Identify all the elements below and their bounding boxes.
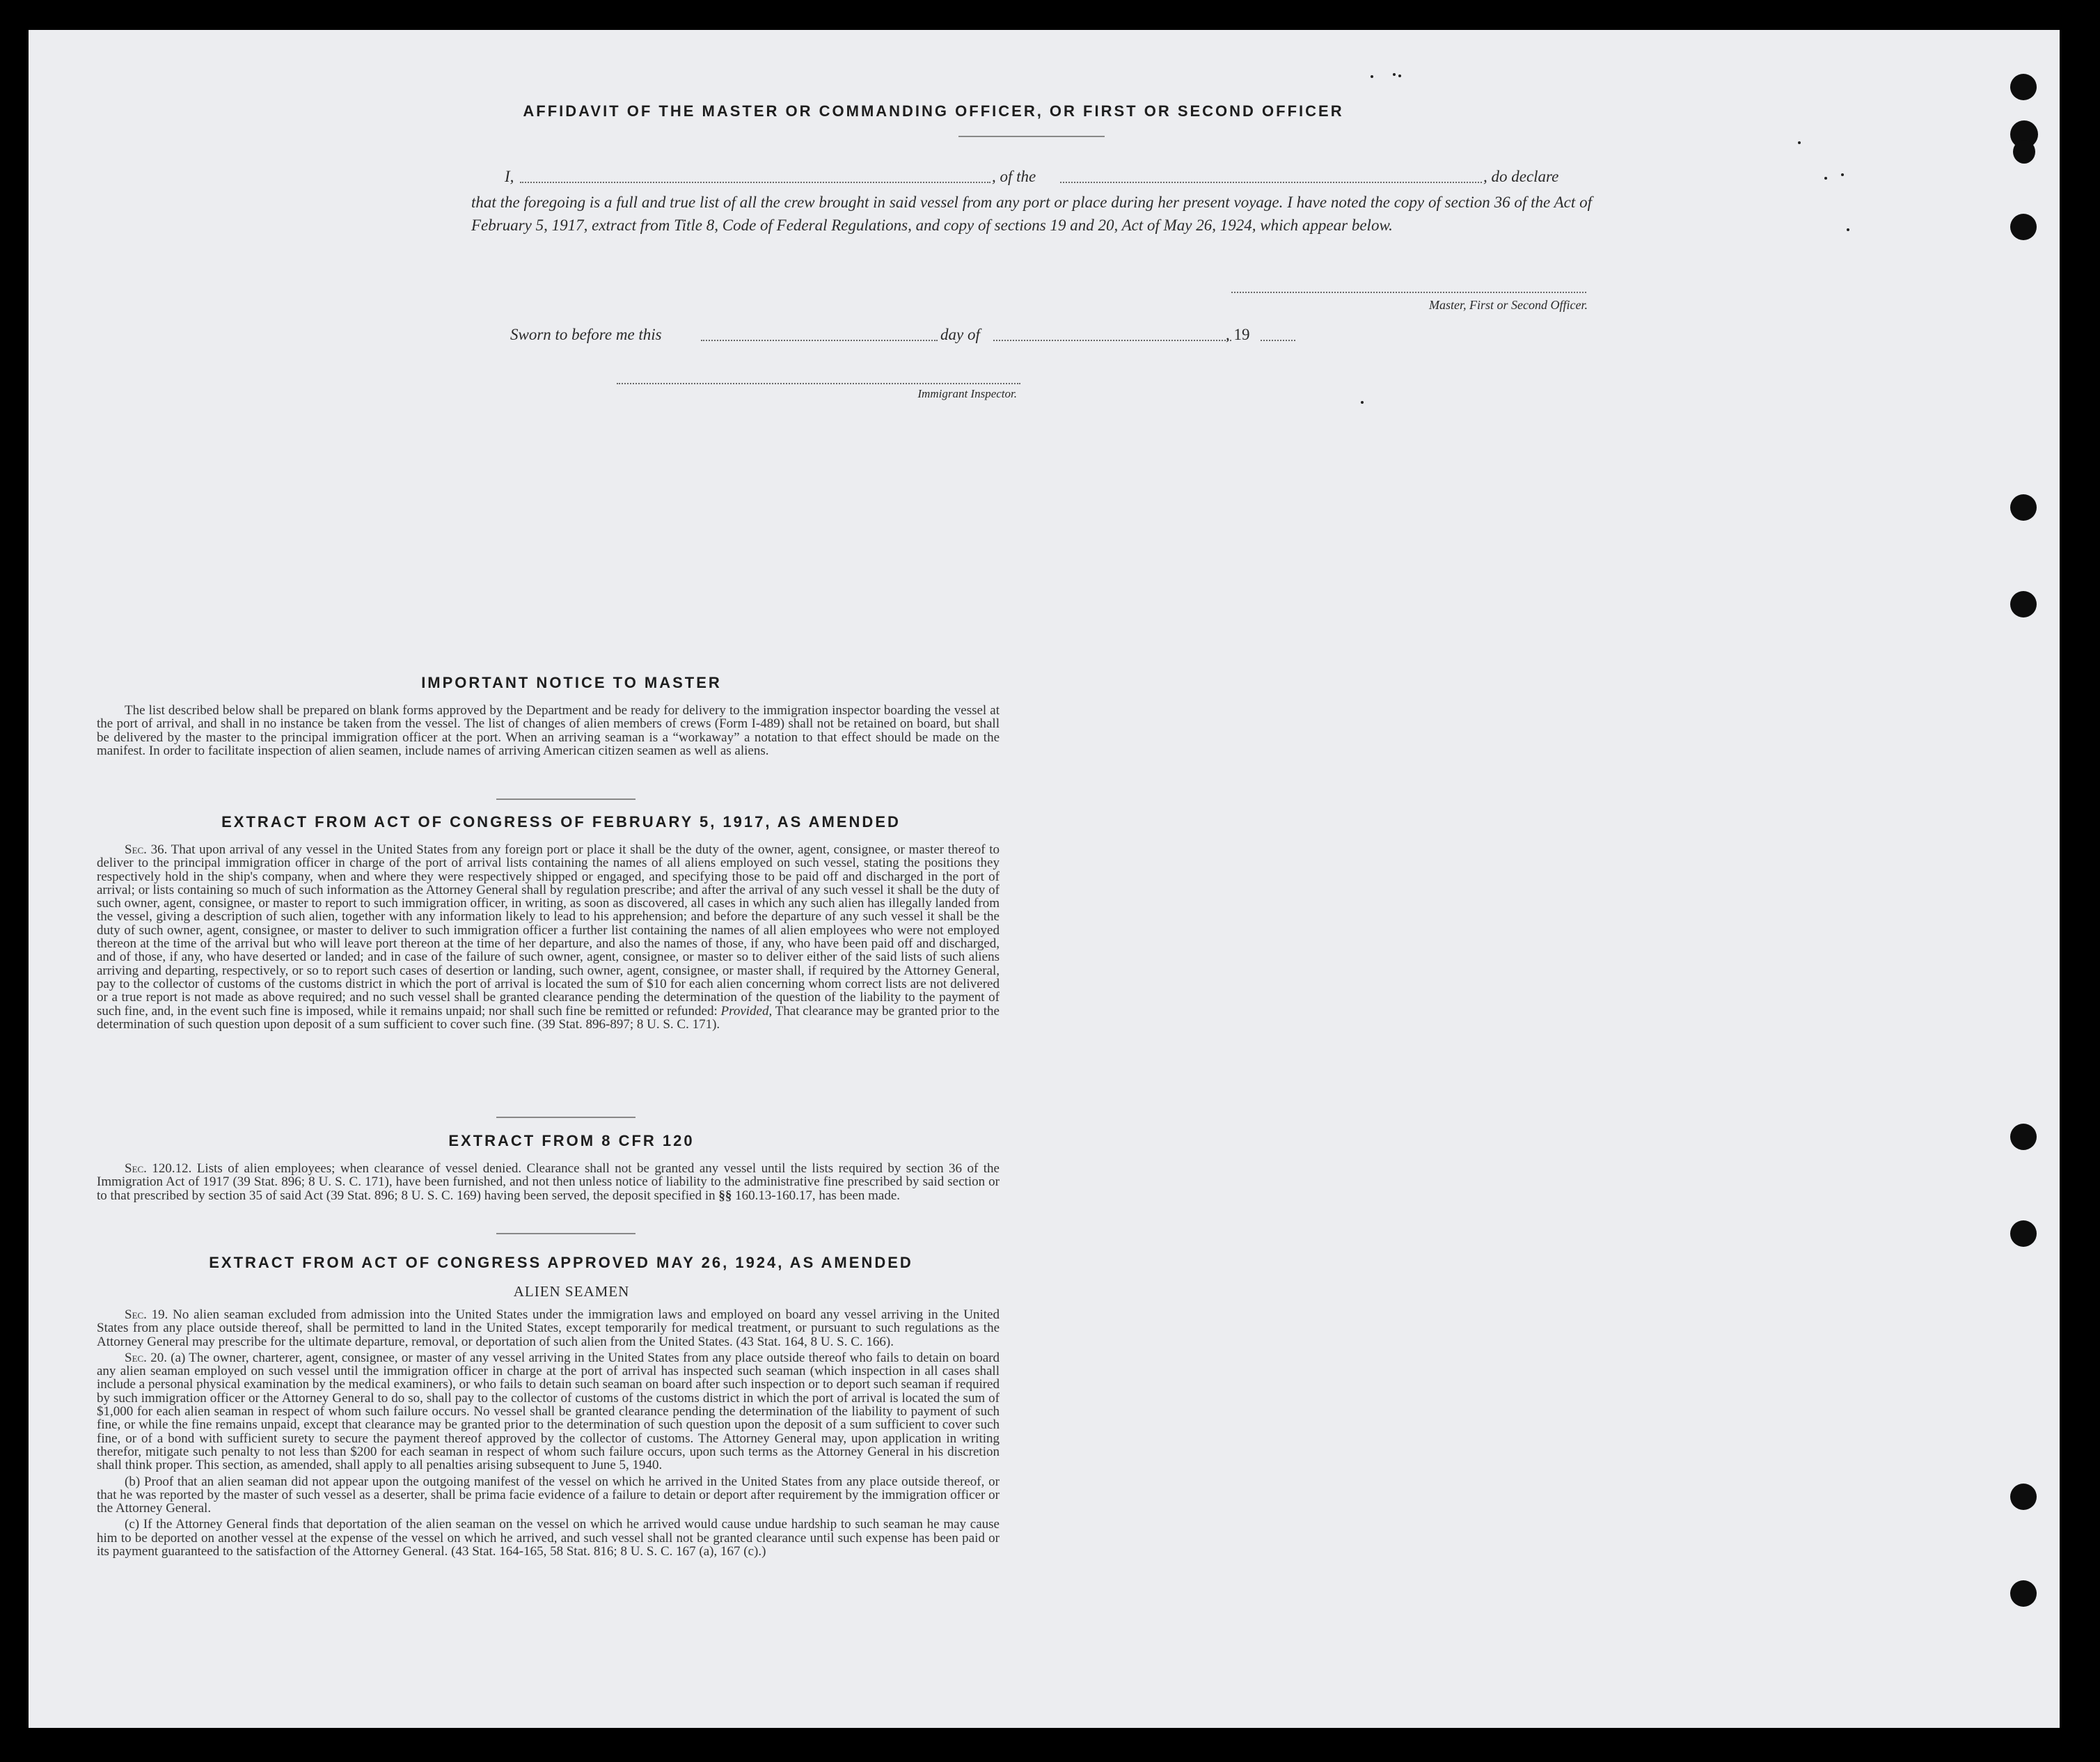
cfr-120-12-end: 160.13-160.17, has been made. <box>735 1188 901 1203</box>
binder-hole <box>2010 1580 2037 1607</box>
section-label: Sec. 120.12. <box>125 1161 192 1176</box>
section-20a-text: (a) The owner, charterer, agent, consignee, or master of any vessel arriving in the United States from any place outside thereof who fails to detain on board any alien seaman employed on such vessel until the immigration officer in charge at the port of arrival has inspected such seaman (which inspection in all cases shall include a personal physical examination by the medical examiners), or who fails to detain such seaman on board after such inspection or to deport such seaman if required by such immigration officer or the Attorney General to do so, shall pay to the collector of customs of the customs district in which the port of arrival is located the sum of $1,000 for each alien seaman in respect of whom such failure occurs. No vessel shall be granted clearance pending the determination of the liability to payment of such fine, or while the fine remains unpaid, except that clearance may be granted prior to the determination of such question upon the deposit of a sum sufficient to cover such fine, or of a bond with sufficient surety to secure the payment thereof approved by the collector of customs. The Attorney General may, upon application in writing therefor, mitigate such penalty to not less than $200 for each seaman in respect of whom such failure occurs, upon such terms as the Attorney General in his discretion shall think proper. This section, as amended, shall apply to all penalties arising subsequent to June 5, 1940. <box>97 1350 1000 1473</box>
section-label: Sec. 36. <box>125 842 168 857</box>
speck <box>1361 401 1364 404</box>
affidavit-heading: AFFIDAVIT OF THE MASTER OR COMMANDING OFFICER, OR FIRST OR SECOND OFFICER <box>523 102 1344 120</box>
master-signature-label: Master, First or Second Officer. <box>1429 298 1588 312</box>
section-20b: (b) Proof that an alien seaman did not appear upon the outgoing manifest of the vessel on which he arrived in the United States from any place outside thereof, or that he was reported by the master of such vessel as a deserter, shall be prima facie evidence of a failure to detain or deport after requirement by the immigration officer or the Attorney General. <box>97 1474 1000 1516</box>
speck <box>1847 228 1849 231</box>
divider <box>958 136 1105 137</box>
cfr-text <box>97 1162 1000 1202</box>
section-20a <box>97 1351 1000 1472</box>
notice-text: The list described below shall be prepared on blank forms approved by the Department and be ready for delivery to the immigration inspector boarding the vessel at the port of arrival, and shall in no instance be taken from the vessel. The list of changes of alien members of crews (Form I-489) shall not be retained on board, but shall be delivered by the master to the principal immigration officer at the port. When an arriving seaman is a “workaway” a notation to that effect should be made on the manifest. In order to facilitate inspection of alien seamen, include names of arriving American citizen seamen as well as aliens. <box>97 703 1000 758</box>
speck <box>1371 75 1373 78</box>
sworn-day-blank[interactable] <box>701 340 938 341</box>
speck <box>1841 173 1844 176</box>
section-36-text: That upon arrival of any vessel in the United States from any foreign port or place it shall be the duty of the owner, agent, consignee, or master thereof to deliver to the principal immigration officer in charge of the port of arrival lists containing the names of all aliens employed on such vessel, stating the positions they respectively hold in the ship's company, when and where they were respectively shipped or engaged, and specifying those to be paid off and discharged in the port of arrival; or lists containing so much of such information as the Attorney General shall by regulation prescribe; and after the arrival of any such vessel it shall be the duty of such owner, agent, consignee, or master to report to such immigration officer, in writing, as soon as discovered, all cases in which any such alien has illegally landed from the vessel, giving a description of such alien, together with any information likely to lead to his apprehension; and before the departure of any such vessel it shall be the duty of such owner, agent, consignee, or master to deliver to such immigration officer a further list containing the names of all alien employees who were not employed thereon at the time of the arrival but who will leave port thereon at the time of her departure, and also the names of those, if any, who have been paid off and discharged, and of those, if any, who have deserted or landed; and in case of the failure of such owner, agent, consignee, or master so to deliver either of the said lists of such aliens arriving and departing, respectively, or so to report such cases of desertion or landing, such owner, agent, consignee, or master shall, if required by the Attorney General, pay to the collector of customs of the customs district in which the port of arrival is located the sum of $10 for each alien concerning whom correct lists are not delivered or a true report is not made as above required; and no such vessel shall be granted clearance pending the determination of the question of the liability to the payment of such fine, and, in the event such fine is imposed, while it remains unpaid; nor shall such fine be remitted or refunded: <box>97 842 1000 1018</box>
extract-1917-text <box>97 843 1000 1031</box>
extract-1917-heading: EXTRACT FROM ACT OF CONGRESS OF FEBRUARY 5, 1917, AS AMENDED <box>221 813 901 831</box>
speck <box>1798 141 1801 144</box>
cfr-heading: EXTRACT FROM 8 CFR 120 <box>448 1132 695 1149</box>
document-page <box>29 30 2060 1728</box>
speck <box>1824 177 1827 180</box>
affidavit-declare-label: , do declare <box>1483 168 1559 185</box>
notice-heading: IMPORTANT NOTICE TO MASTER <box>421 674 722 691</box>
binder-hole <box>2010 214 2037 240</box>
section-20c: (c) If the Attorney General finds that deportation of the alien seaman on the vessel on which he arrived would cause undue hardship to such seaman he may cause him to be deported on another vessel at the expense of the vessel on which he arrived, and such vessel shall not be granted clearance until such expense has been paid or its payment guaranteed to the satisfaction of the Attorney General. (43 Stat. 164-165, 58 Stat. 816; 8 U. S. C. 167 (a), 167 (c).) <box>97 1517 1000 1559</box>
inspector-signature-label: Immigrant Inspector. <box>917 387 1017 400</box>
section-19-text: No alien seaman excluded from admission into the United States under the immigration laws and employed on board any vessel arriving in the United States from any place outside thereof, shall be permitted to land in the United States, except temporarily for medical treatment, or pursuant to such regulations as the Attorney General may prescribe for the ultimate departure, removal, or deportation of such alien from the United States. (43 Stat. 164, 8 U. S. C. 166). <box>97 1307 1000 1349</box>
cfr-120-12-text: Lists of alien employees; when clearance of vessel denied. Clearance shall not be granted any vessel until the lists required by section 36 of the Immigration Act of 1917 (39 Stat. 896; 8 U. S. C. 171), have been furnished, and not then unless notice of liability to the administrative fine prescribed by said section or to that prescribed by section 35 of said Act (39 Stat. 896; 8 U. S. C. 169) having been served, the deposit specified in <box>97 1161 1000 1203</box>
binder-hole <box>2010 494 2037 521</box>
affidavit-i-label: I, <box>505 168 514 185</box>
sworn-month-blank[interactable] <box>993 340 1231 341</box>
divider <box>496 799 635 800</box>
vessel-blank-line[interactable] <box>1060 182 1482 183</box>
section-label: Sec. 20. <box>125 1350 167 1365</box>
divider <box>496 1233 635 1234</box>
name-blank-line[interactable] <box>520 182 990 183</box>
year-prefix: , 19 <box>1226 326 1250 343</box>
extract-1924-heading: EXTRACT FROM ACT OF CONGRESS APPROVED MAY 26, 1924, AS AMENDED <box>209 1254 913 1271</box>
binder-hole <box>2010 74 2037 100</box>
section-label: Sec. 19. <box>125 1307 168 1322</box>
binder-hole <box>2010 591 2037 618</box>
binder-hole <box>2013 140 2035 164</box>
sworn-year-blank[interactable] <box>1261 340 1295 341</box>
divider <box>496 1117 635 1118</box>
binder-hole <box>2010 1124 2037 1150</box>
section-36-end: That clearance may be granted prior to the determination of such question upon deposit of a sum sufficient to cover such fine. (39 Stat. 896-897; 8 U. S. C. 171). <box>97 1003 1000 1032</box>
section-symbol: §§ <box>718 1188 732 1203</box>
inspector-signature-line[interactable] <box>617 383 1020 384</box>
section-19 <box>97 1308 1000 1348</box>
day-of-label: day of <box>940 326 980 343</box>
master-signature-line[interactable] <box>1231 292 1586 293</box>
binder-hole <box>2010 1220 2037 1247</box>
speck <box>1398 74 1401 77</box>
affidavit-body: that the foregoing is a full and true list of all the crew brought in said vessel from any port or place during her present voyage. I have noted the copy of section 36 of the Act of February 5, 1917, extract from Title 8, Code of Federal Regulations, and copy of sections 19 and 20, Act of May 26, 1924, which appear below. <box>471 194 1592 234</box>
affidavit-of-the-label: , of the <box>992 168 1036 185</box>
sworn-label: Sworn to before me this <box>510 326 662 343</box>
speck <box>1393 73 1396 76</box>
provided-word: Provided, <box>720 1003 773 1018</box>
binder-hole <box>2010 1484 2037 1510</box>
alien-seamen-subheading: ALIEN SEAMEN <box>513 1283 630 1300</box>
